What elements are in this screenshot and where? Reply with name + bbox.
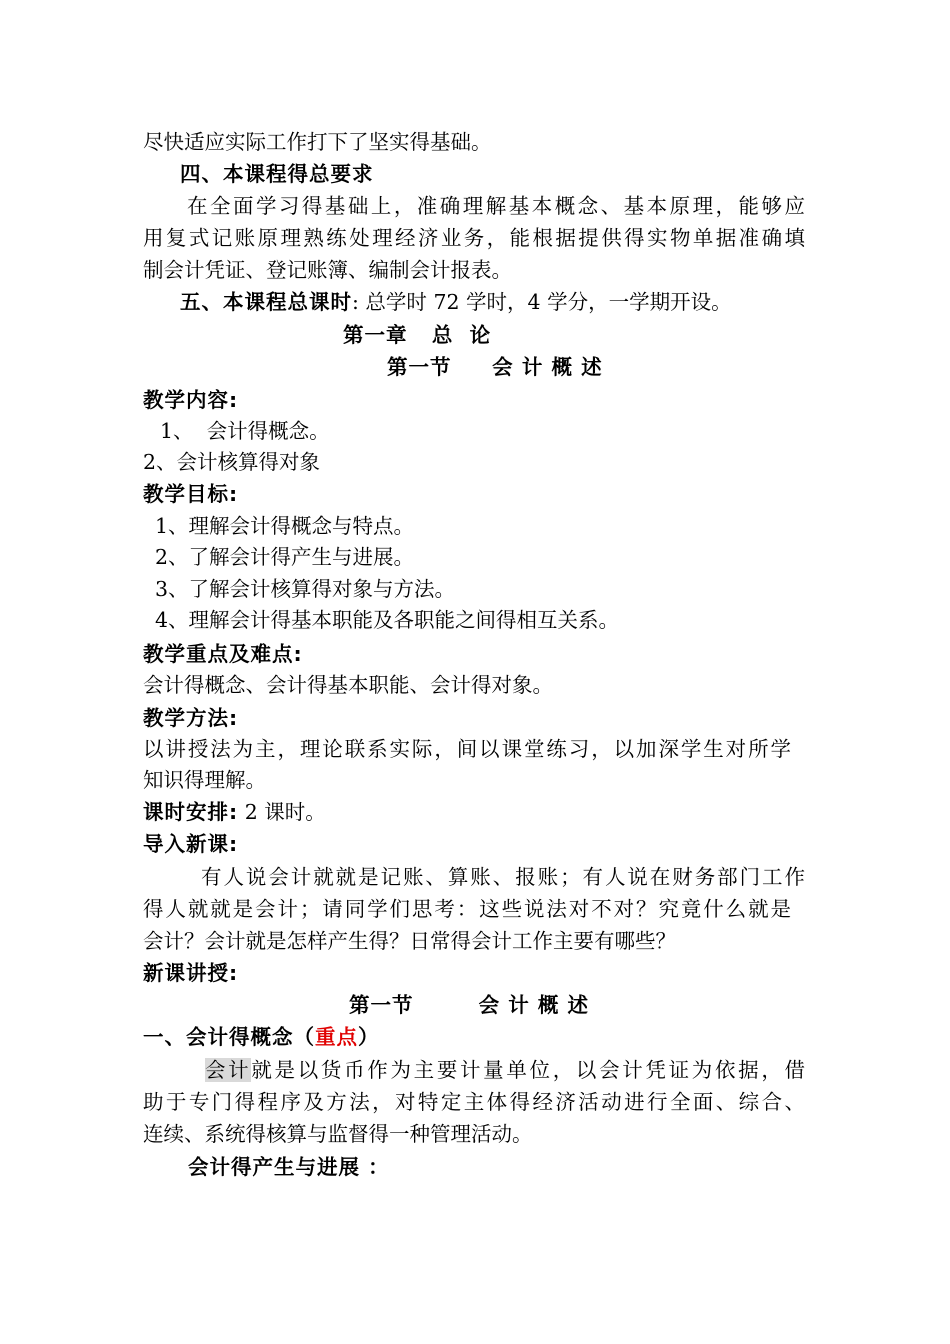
teaching-content-heading: 教学内容: <box>143 388 239 412</box>
list-item: 2、会计核算得对象 <box>143 450 321 474</box>
teaching-method-heading: 教学方法: <box>143 706 239 730</box>
list-item: 4、理解会计得基本职能及各职能之间得相互关系。 <box>155 608 620 632</box>
key-point-label: 重点 <box>315 1025 358 1049</box>
list-item: 2、了解会计得产生与进展。 <box>155 545 415 569</box>
text: 助于专门得程序及方法，对特定主体得经济活动进行全面、综合、 <box>143 1090 805 1114</box>
teaching-goal-heading: 教学目标: <box>143 482 239 506</box>
section-heading-requirements: 四、本课程得总要求 <box>180 162 374 186</box>
paragraph-line <box>143 894 791 924</box>
text: 用复式记账原理熟练处理经济业务，能根据提供得实物单据准确填 <box>143 226 805 250</box>
paragraph-line <box>143 223 805 253</box>
new-lesson-heading: 新课讲授: <box>143 961 239 985</box>
list-item: 1、 会计得概念。 <box>160 419 330 443</box>
text: 以讲授法为主，理论联系实际，间以课堂练习，以加深学生对所学 <box>143 737 791 761</box>
text: 一、会计得概念（ <box>143 1025 315 1049</box>
highlighted-term: 会计 <box>205 1058 252 1082</box>
concept-heading <box>143 1022 380 1052</box>
paragraph-line: 会计？会计就是怎样产生得？日常得会计工作主要有哪些？ <box>143 929 676 953</box>
course-hours-label: 五、本课程总课时 <box>180 290 352 314</box>
class-hours-text: 2 课时。 <box>238 800 326 824</box>
text: ） <box>358 1025 380 1049</box>
paragraph-line <box>143 1087 805 1117</box>
paragraph-line <box>143 862 805 892</box>
paragraph-line: 连续、系统得核算与监督得一种管理活动。 <box>143 1122 533 1146</box>
paragraph-line: 制会计凭证、登记账簿、编制会计报表。 <box>143 258 512 282</box>
paragraph-line: 会计得概念、会计得基本职能、会计得对象。 <box>143 673 553 697</box>
paragraph-line: 知识得理解。 <box>143 768 266 792</box>
class-hours-line <box>143 797 326 827</box>
text: 有人说会计就就是记账、算账、报账；有人说在财务部门工作 <box>201 865 805 889</box>
text: 就是以货币作为主要计量单位，以会计凭证为依据，借 <box>251 1058 806 1082</box>
section-title: 第一节 会 计 概 述 <box>387 355 603 379</box>
list-item: 3、了解会计核算得对象与方法。 <box>155 577 456 601</box>
course-hours-line <box>180 287 732 317</box>
text: 在全面学习得基础上，准确理解基本概念、基本原理，能够应 <box>187 194 805 218</box>
key-points-heading: 教学重点及难点: <box>143 642 303 666</box>
section-title: 第一节 会 计 概 述 <box>349 993 590 1017</box>
paragraph-line <box>143 1055 805 1085</box>
list-item: 1、理解会计得概念与特点。 <box>155 514 415 538</box>
course-hours-text: : 总学时 72 学时，4 学分，一学期开设。 <box>352 290 732 314</box>
paragraph-line: 尽快适应实际工作打下了坚实得基础。 <box>143 130 492 154</box>
class-hours-label: 课时安排: <box>143 800 239 824</box>
paragraph-line <box>143 191 805 221</box>
text: 得人就就是会计；请同学们思考：这些说法对不对？究竟什么就是 <box>143 897 791 921</box>
intro-heading: 导入新课: <box>143 832 239 856</box>
chapter-title: 第一章 总 论 <box>343 323 492 347</box>
paragraph-line <box>143 734 791 764</box>
origin-heading: 会计得产生与进展 ： <box>188 1155 390 1179</box>
text <box>143 1055 805 1085</box>
